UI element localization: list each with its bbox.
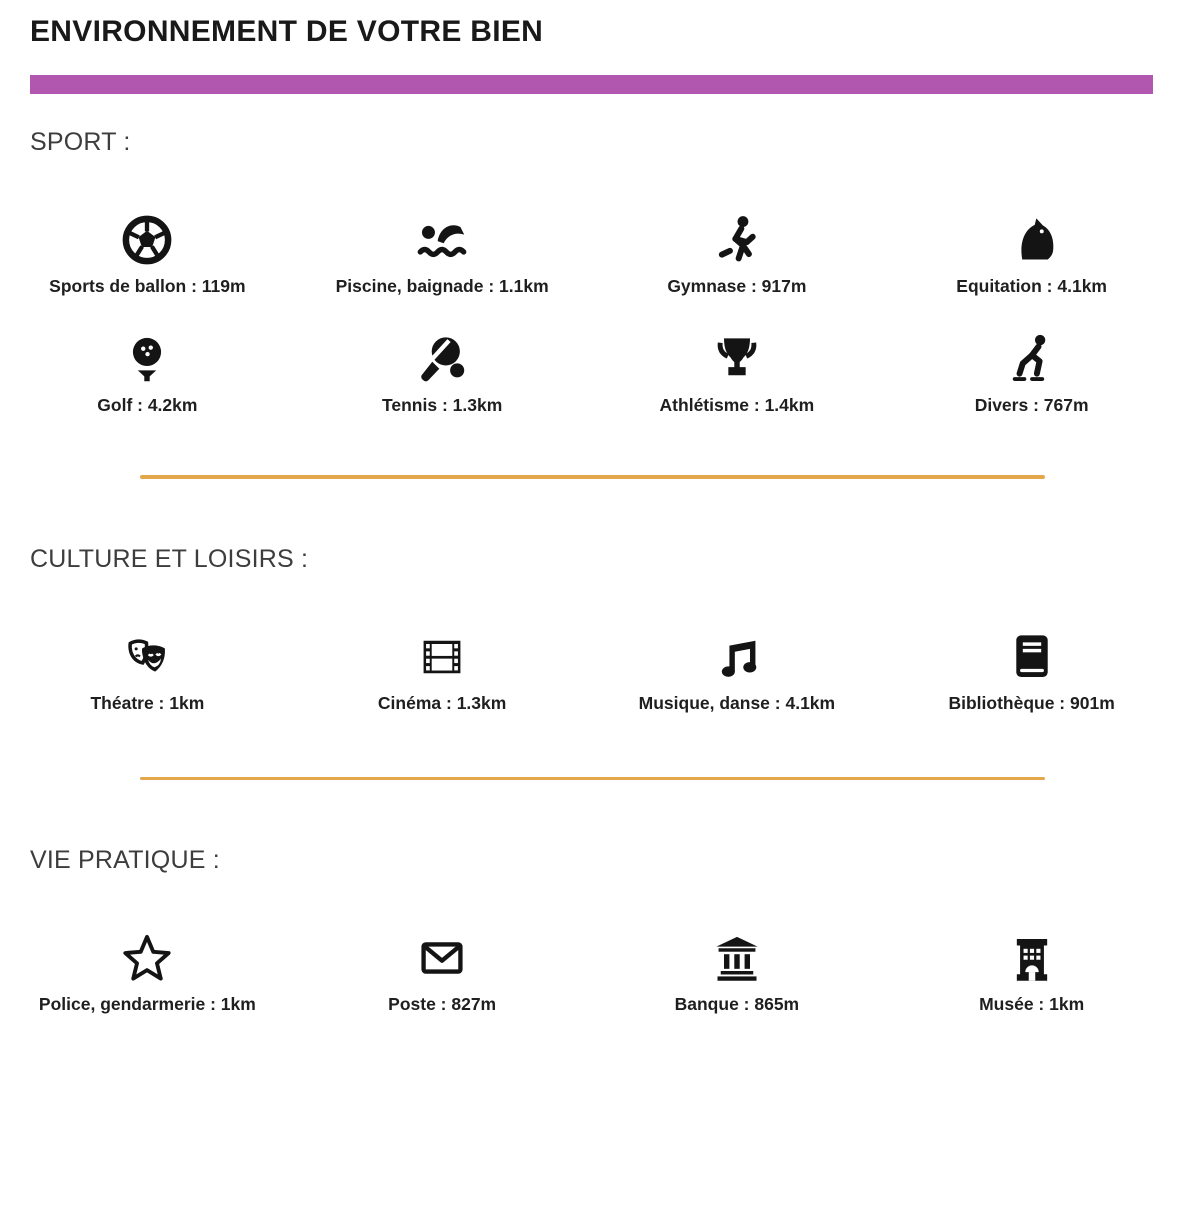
vie-pratique-items-grid	[0, 928, 1179, 1015]
runner-icon	[711, 210, 763, 266]
ice-skater-icon	[1006, 329, 1058, 385]
amenity-label: Divers : 767m	[974, 395, 1089, 415]
amenity-label: Golf : 4.2km	[97, 395, 198, 415]
amenity-label: Musée : 1km	[979, 994, 1085, 1014]
amenity-label: Banque : 865m	[674, 994, 800, 1014]
amenity-label: Musique, danse : 4.1km	[638, 692, 836, 713]
golf-ball-icon	[121, 329, 173, 385]
section-heading-culture: CULTURE ET LOISIRS :	[30, 544, 309, 573]
amenity-item-sports-de-ballon	[0, 210, 295, 297]
amenity-item-tennis	[295, 329, 590, 416]
amenity-label: Cinéma : 1.3km	[377, 692, 507, 713]
amenity-label: Bibliothèque : 901m	[948, 692, 1115, 713]
amenity-label: Sports de ballon : 119m	[49, 276, 246, 296]
envelope-icon	[416, 928, 468, 984]
amenity-label: Athlétisme : 1.4km	[659, 395, 815, 415]
page-title: ENVIRONNEMENT DE VOTRE BIEN	[30, 15, 544, 48]
section-heading-vie-pratique: VIE PRATIQUE :	[30, 846, 220, 874]
section-divider	[140, 475, 1045, 479]
soccer-ball-icon	[121, 210, 173, 266]
amenity-label: Equitation : 4.1km	[956, 276, 1107, 296]
amenity-item-divers	[884, 329, 1179, 416]
amenity-label: Théatre : 1km	[90, 692, 205, 713]
sport-items-grid	[0, 210, 1179, 416]
amenity-label: Police, gendarmerie : 1km	[38, 994, 256, 1014]
horse-head-icon	[1006, 210, 1058, 266]
section-heading-sport: SPORT :	[30, 128, 131, 156]
amenity-item-police	[0, 928, 295, 1015]
bank-icon	[711, 928, 763, 984]
amenity-label: Piscine, baignade : 1.1km	[335, 276, 549, 296]
section-divider	[140, 777, 1045, 781]
amenity-item-cinema	[295, 627, 590, 714]
trophy-icon	[711, 329, 763, 385]
theater-masks-icon	[121, 627, 173, 683]
table-tennis-icon	[416, 329, 468, 385]
music-note-icon	[711, 627, 763, 683]
culture-items-grid	[0, 627, 1179, 714]
title-accent-bar	[30, 75, 1153, 94]
book-icon	[1006, 627, 1058, 683]
amenity-item-gymnase	[590, 210, 885, 297]
amenity-item-bibliotheque	[884, 627, 1179, 714]
amenity-label: Poste : 827m	[388, 994, 497, 1014]
swimmer-icon	[416, 210, 468, 266]
amenity-item-poste	[295, 928, 590, 1015]
amenity-item-athletisme	[590, 329, 885, 416]
amenity-item-banque	[590, 928, 885, 1015]
amenity-item-equitation	[884, 210, 1179, 297]
amenity-item-theatre	[0, 627, 295, 714]
amenity-item-musee	[884, 928, 1179, 1015]
museum-icon	[1006, 928, 1058, 984]
amenity-item-piscine	[295, 210, 590, 297]
film-strip-icon	[416, 627, 468, 683]
star-outline-icon	[121, 928, 173, 984]
amenity-item-golf	[0, 329, 295, 416]
amenity-item-musique	[590, 627, 885, 714]
amenity-label: Gymnase : 917m	[667, 276, 807, 296]
amenity-label: Tennis : 1.3km	[381, 395, 503, 415]
